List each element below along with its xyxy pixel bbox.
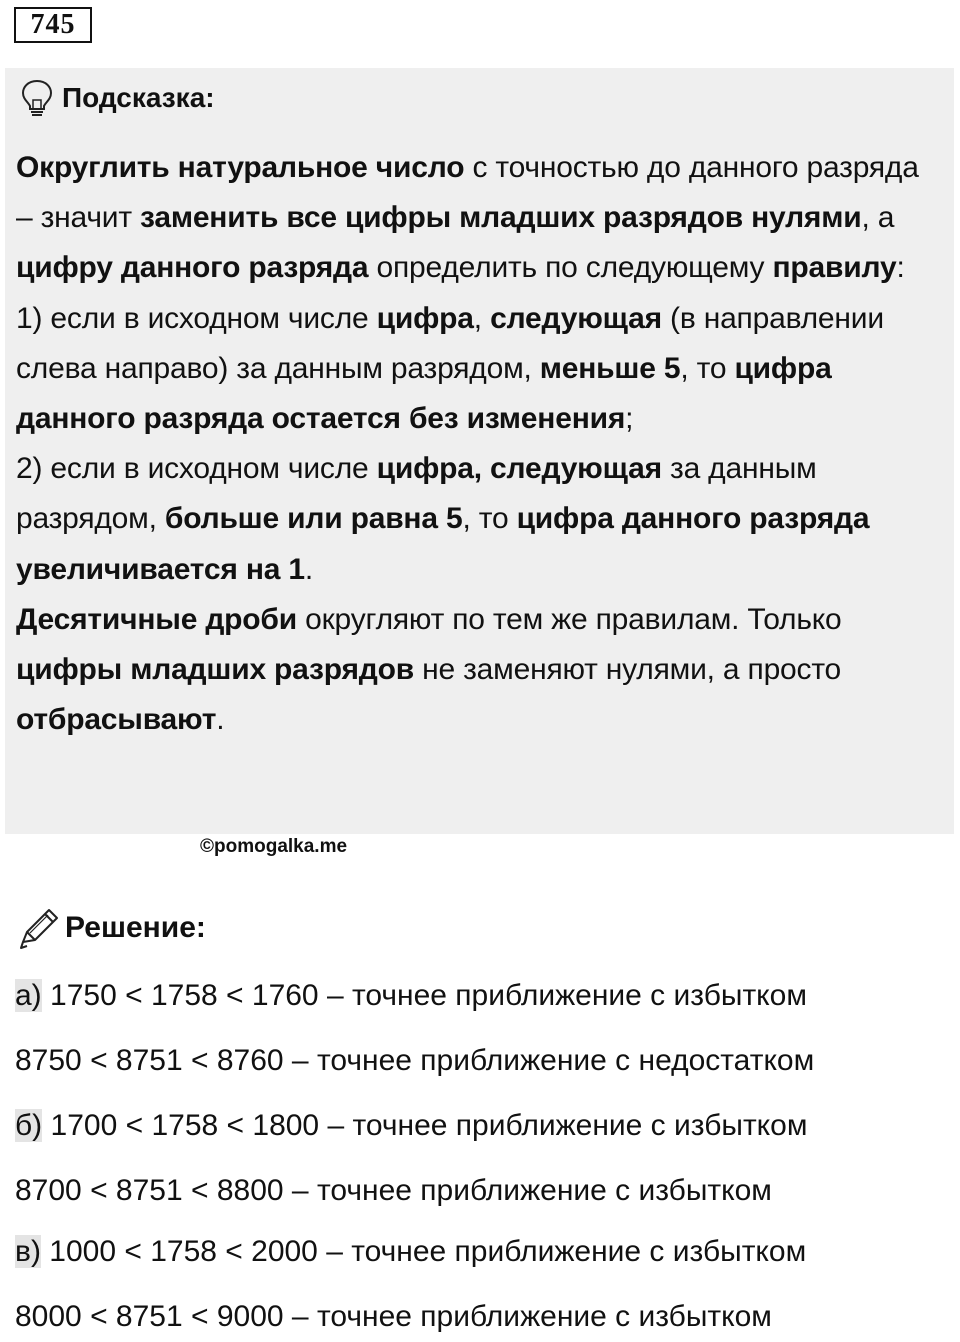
hint-bold-run: отбрасывают <box>16 703 217 737</box>
solution-title: Решение: <box>65 911 206 944</box>
hint-run: , а <box>861 201 895 235</box>
hint-paragraph <box>16 595 941 746</box>
lightbulb-icon <box>20 78 54 118</box>
hint-bold-run: цифра <box>376 301 474 335</box>
solution-line <box>15 1171 772 1211</box>
hint-run: (в направлении слева направо) за данным разрядом, <box>16 301 884 385</box>
hint-run: , то <box>462 502 517 536</box>
hint-title: Подсказка: <box>62 82 215 113</box>
hint-bold-run: заменить все цифры младших разрядов нулями <box>140 201 862 235</box>
hint-bold-run: цифра данного разряда остается без изменения <box>16 351 832 436</box>
hint-bold-run: цифры младших разрядов <box>16 653 414 687</box>
hint-run: , <box>473 301 491 335</box>
hint-text <box>16 143 941 745</box>
solution-line <box>15 1297 772 1337</box>
problem-number: 745 <box>14 7 92 43</box>
hint-run: : <box>896 251 905 285</box>
hint-bold-run: больше или равна 5 <box>164 502 463 536</box>
hint-paragraph <box>16 294 941 445</box>
hint-bold-run: цифра данного разряда увеличивается на 1 <box>16 502 870 586</box>
pencil-icon <box>17 906 59 950</box>
hint-bold-run: Десятичные дроби <box>16 602 297 636</box>
hint-run: 2) если в исходном числе <box>16 452 377 486</box>
solution-line <box>15 1041 814 1081</box>
solution-item-label: б) <box>15 1109 43 1142</box>
hint-run: не заменяют нулями, а просто <box>414 653 842 687</box>
solution-line-text: 1000 < 1758 < 2000 – точнее приближение с избытком <box>40 1235 807 1268</box>
hint-bold-run: следующая <box>490 301 662 335</box>
solution-item-label: в) <box>15 1235 41 1268</box>
solution-line <box>15 976 807 1016</box>
solution-item-label: а) <box>15 979 42 1012</box>
solution-line-text: 8000 < 8751 < 9000 – точнее приближение с избытком <box>15 1300 772 1333</box>
hint-bold-run: цифру данного разряда <box>16 251 369 285</box>
hint-run: 1) если в исходном числе <box>16 301 377 335</box>
hint-bold-run: правилу <box>772 251 897 285</box>
hint-run: округляют по тем же правилам. Только <box>297 602 842 636</box>
hint-run: определить по следующему <box>368 251 773 285</box>
hint-run: с точностью до данного разряда – значит <box>16 151 919 235</box>
hint-run: за данным разрядом, <box>16 452 817 536</box>
solution-header <box>17 905 206 951</box>
hint-bold-run: цифра, следующая <box>376 452 662 486</box>
solution-line-text: 8700 < 8751 < 8800 – точнее приближение с избытком <box>15 1174 772 1207</box>
copyright-text: ©pomogalka.me <box>200 836 348 857</box>
solution-line <box>15 1106 807 1146</box>
hint-run: . <box>304 552 313 586</box>
hint-run: . <box>216 703 225 737</box>
hint-bold-run: Округлить натуральное число <box>16 151 465 184</box>
hint-run: , то <box>680 351 735 385</box>
solution-line-text: 1700 < 1758 < 1800 – точнее приближение с избытком <box>42 1109 808 1142</box>
solution-line <box>15 1232 806 1272</box>
hint-paragraph <box>16 143 941 294</box>
hint-bold-run: меньше 5 <box>539 351 681 385</box>
hint-paragraph <box>16 444 941 595</box>
hint-box <box>5 68 954 834</box>
solution-line-text: 8750 < 8751 < 8760 – точнее приближение с недостатком <box>15 1044 815 1077</box>
hint-header <box>20 78 215 118</box>
solution-line-text: 1750 < 1758 < 1760 – точнее приближение с избытком <box>41 979 807 1012</box>
hint-run: ; <box>625 402 634 436</box>
